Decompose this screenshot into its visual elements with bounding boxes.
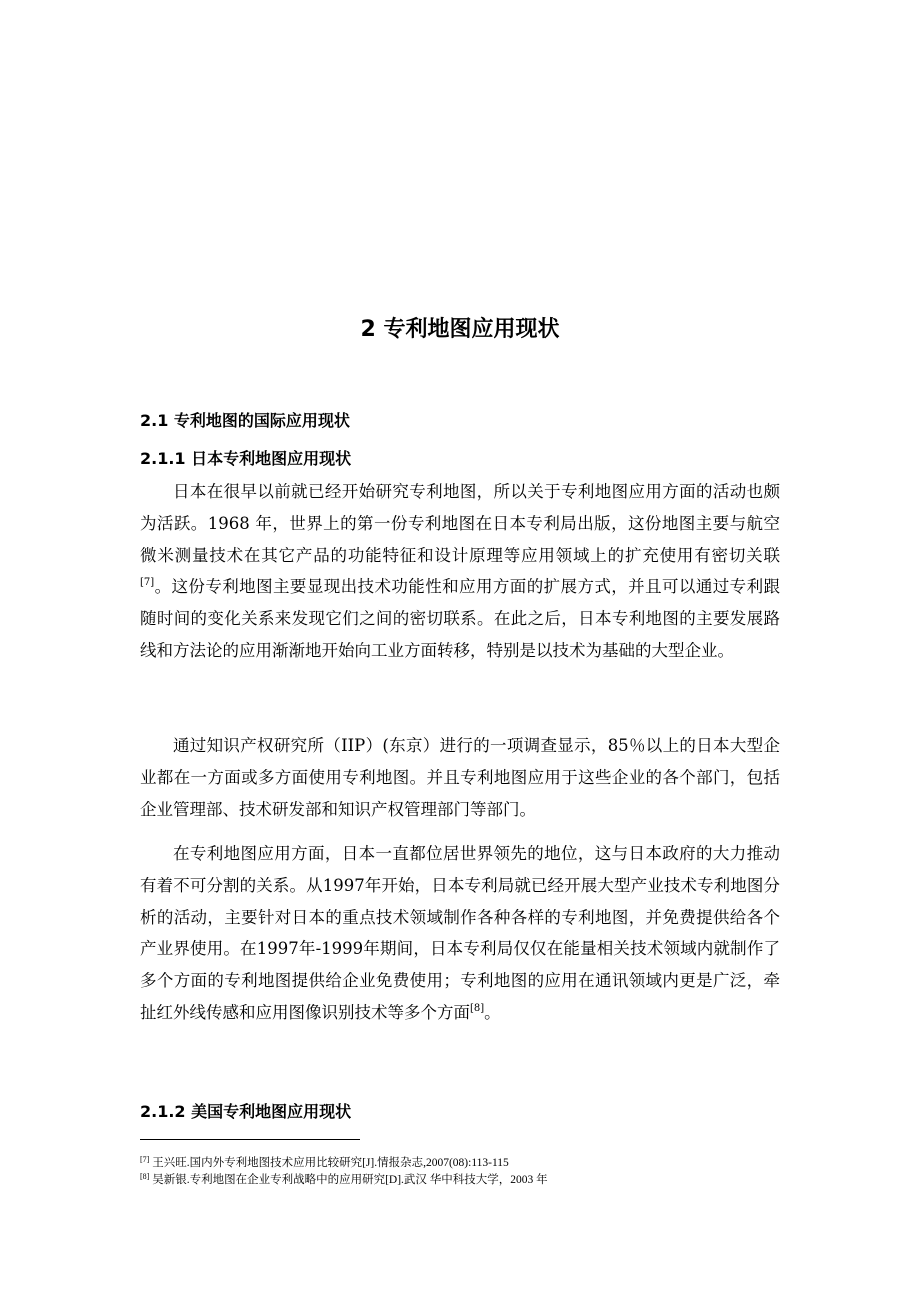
section-heading-2-1: 2.1 专利地图的国际应用现状 xyxy=(140,411,350,430)
footnote-text: 吴新银.专利地图在企业专利战略中的应用研究[D].武汉 华中科技大学，2003 年 xyxy=(152,1174,548,1186)
paragraph-japan-government xyxy=(140,838,780,1029)
section-heading-2-1-1: 2.1.1 日本专利地图应用现状 xyxy=(140,449,352,468)
chapter-title: 2 专利地图应用现状 xyxy=(360,317,560,342)
paragraph-text: 。这份专利地图主要显现出技术功能性和应用方面的扩展方式，并且可以通过专利跟随时间的变化关系来发现它们之间的密切联系。在此之后，日本专利地图的主要发展路线和方法论的应用渐渐地开始向工业方面转移，特别是以技术为基础的大型企业。 xyxy=(140,577,780,660)
section-heading-2-1-2: 2.1.2 美国专利地图应用现状 xyxy=(140,1102,352,1121)
footnote-mark: [8] xyxy=(140,1172,150,1181)
footnote-divider xyxy=(140,1139,360,1140)
footnote-text: 王兴旺.国内外专利地图技术应用比较研究[J].情报杂志,2007(08):113-115 xyxy=(152,1157,509,1169)
paragraph-text: 日本在很早以前就已经开始研究专利地图，所以关于专利地图应用方面的活动也颇为活跃。1968 年，世界上的第一份专利地图在日本专利局出版，这份地图主要与航空微米测量技术在其它产品的功能特征和设计原理等应用领域上的扩充使用有密切关联 xyxy=(140,482,780,565)
paragraph-iip-survey: 通过知识产权研究所（IIP）(东京）进行的一项调查显示，85％以上的日本大型企业都在一方面或多方面使用专利地图。并且专利地图应用于这些企业的各个部门，包括企业管理部、技术研发部和知识产权管理部门等部门。 xyxy=(140,736,780,819)
paragraph-japan-history xyxy=(140,476,780,667)
footnote-mark: [7] xyxy=(140,1155,150,1164)
paragraph-text: 在专利地图应用方面，日本一直都位居世界领先的地位，这与日本政府的大力推动有着不可分割的关系。从1997年开始，日本专利局就已经开展大型产业技术专利地图分析的活动，主要针对日本的重点技术领域制作各种各样的专利地图，并免费提供给各个产业界使用。在1997年-1999年期间，日本专利局仅仅在能量相关技术领域内就制作了多个方面的专利地图提供给企业免费使用；专利地图的应用在通讯领域内更是广泛，牵扯红外线传感和应用图像识别技术等多个方面 xyxy=(140,844,780,1022)
paragraph-text: 。 xyxy=(484,1002,501,1022)
citation-ref-8: [8] xyxy=(470,1002,485,1014)
footnote-8 xyxy=(140,1173,548,1187)
citation-ref-7: [7] xyxy=(140,577,155,589)
footnote-7 xyxy=(140,1156,509,1170)
